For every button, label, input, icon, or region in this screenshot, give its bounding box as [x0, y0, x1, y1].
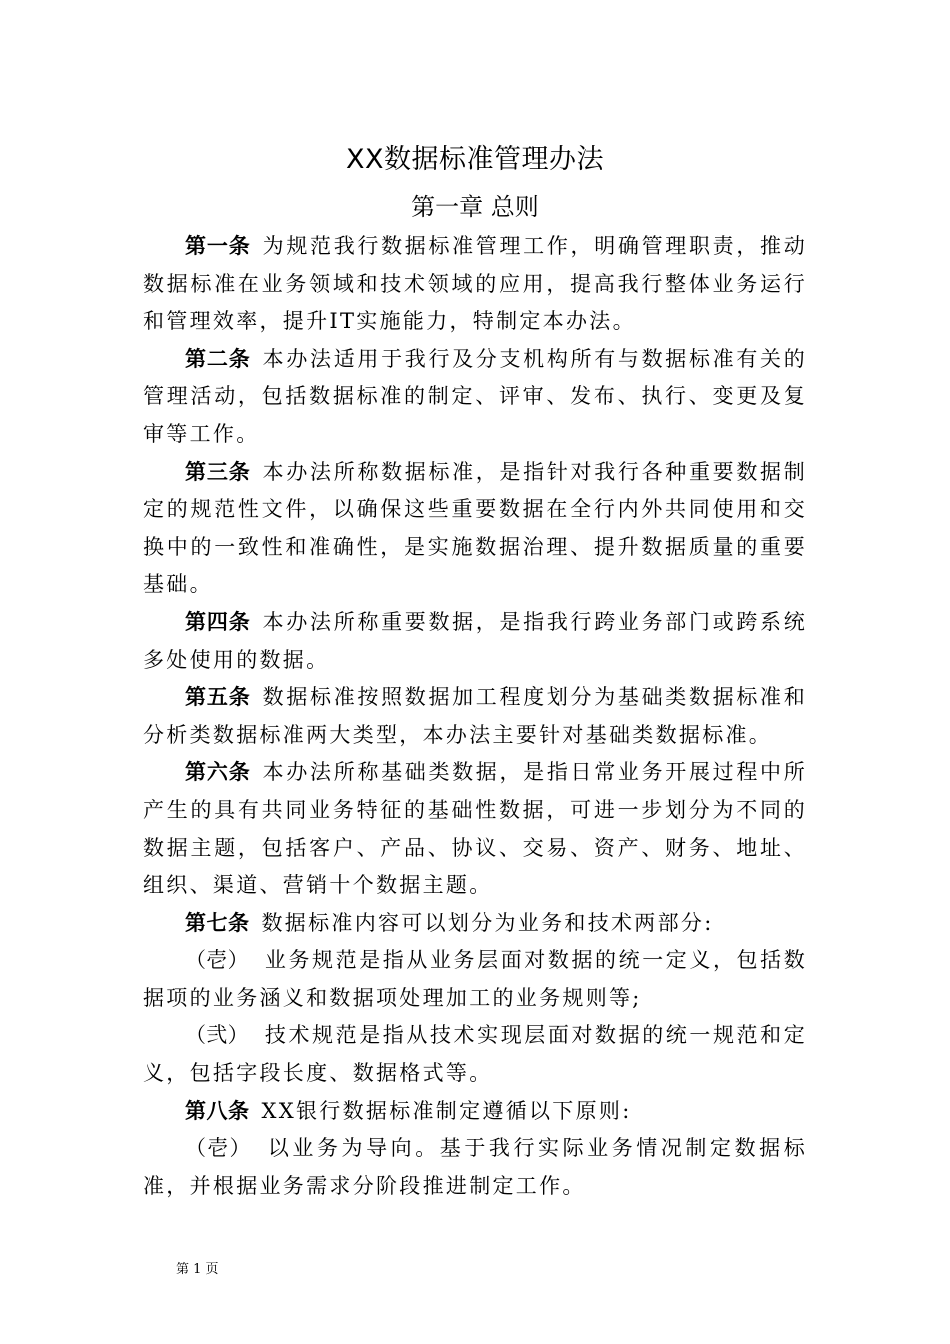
- article-3: [143, 454, 807, 604]
- article-2: [143, 341, 807, 454]
- article-1: [143, 228, 807, 341]
- article-label: 第四条: [185, 609, 251, 634]
- item-label: （壱）: [185, 1136, 252, 1161]
- item-label: （壱）: [185, 948, 249, 973]
- article-text: 为规范我行数据标准管理工作，明确管理职责，推动数据标准在业务领域和技术领域的应用，提高我行整体业务运行和管理效率，提升IT实施能力，特制定本办法。: [143, 234, 807, 334]
- article-text: XX银行数据标准制定遵循以下原则:: [261, 1098, 632, 1123]
- article-6: [143, 754, 807, 904]
- article-7-item-1: [143, 942, 807, 1017]
- article-text: 本办法所称数据标准，是指针对我行各种重要数据制定的规范性文件，以确保这些重要数据在全行内外共同使用和交换中的一致性和准确性，是实施数据治理、提升数据质量的重要基础。: [143, 459, 807, 597]
- chapter-title: 第一章 总则: [411, 193, 539, 221]
- article-7: [143, 905, 807, 943]
- article-text: 数据标准按照数据加工程度划分为基础类数据标准和分析类数据标准两大类型，本办法主要针对基础类数据标准。: [143, 685, 807, 747]
- item-text: 以业务为导向。基于我行实际业务情况制定数据标准，并根据业务需求分阶段推进制定工作。: [143, 1136, 808, 1198]
- document-title: XX数据标准管理办法: [346, 144, 604, 175]
- item-text: 业务规范是指从业务层面对数据的统一定义，包括数据项的业务涵义和数据项处理加工的业务规则等;: [143, 948, 807, 1010]
- article-label: 第二条: [185, 346, 251, 371]
- article-label: 第八条: [185, 1098, 250, 1123]
- article-8: [143, 1093, 807, 1131]
- article-text: 本办法所称重要数据，是指我行跨业务部门或跨系统多处使用的数据。: [143, 609, 807, 672]
- item-text: 技术规范是指从技术实现层面对数据的统一规范和定义，包括字段长度、数据格式等。: [143, 1023, 807, 1086]
- article-text: 本办法适用于我行及分支机构所有与数据标准有关的管理活动，包括数据标准的制定、评审、发布、执行、变更及复审等工作。: [143, 346, 807, 446]
- document-page: [143, 138, 807, 1205]
- article-8-item-1: [143, 1130, 807, 1205]
- article-label: 第一条: [185, 234, 251, 258]
- article-7-item-2: [143, 1017, 807, 1092]
- article-label: 第六条: [185, 760, 251, 785]
- article-text: 本办法所称基础类数据，是指日常业务开展过程中所产生的具有共同业务特征的基础性数据，可进一步划分为不同的数据主题，包括客户、产品、协议、交易、资产、财务、地址、组织、渠道、营销十个数据主题。: [143, 760, 807, 898]
- article-5: [143, 679, 807, 754]
- article-text: 数据标准内容可以划分为业务和技术两部分:: [261, 910, 714, 935]
- item-label: （弐）: [185, 1023, 249, 1048]
- article-label: 第七条: [185, 910, 250, 935]
- article-label: 第五条: [185, 685, 251, 710]
- page-number: 第 1 页: [176, 1262, 219, 1277]
- article-label: 第三条: [185, 459, 251, 484]
- article-4: [143, 604, 807, 679]
